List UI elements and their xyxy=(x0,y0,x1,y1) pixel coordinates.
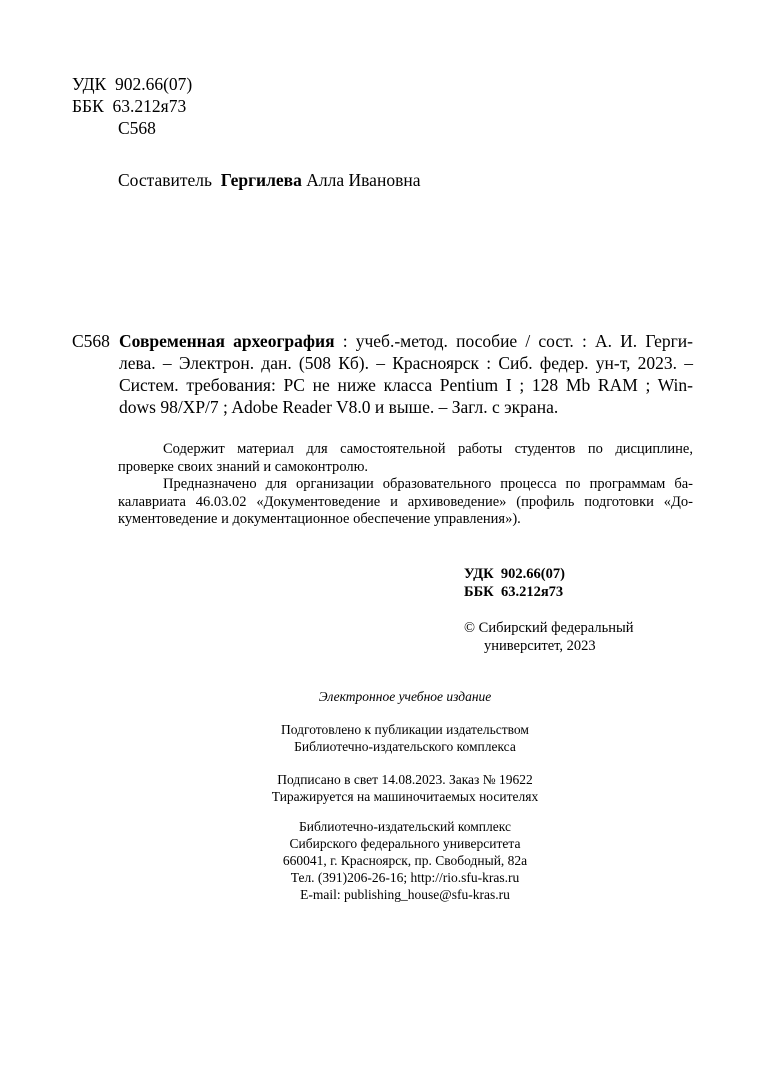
publisher-line-2: Сибирского федерального университета xyxy=(289,836,521,851)
annotation-p1-l1: Содержит материал для самостоятельной работы студентов по дисциплине, xyxy=(163,441,693,457)
publisher-email: E-mail: publishing_house@sfu-kras.ru xyxy=(300,887,510,902)
annotation-p2-l1: Предназначено для организации образовательного процесса по программам ба- xyxy=(163,476,693,492)
udk-line xyxy=(72,73,192,95)
compiler-name: Алла Ивановна xyxy=(306,170,421,190)
udk-value: 902.66(07) xyxy=(114,74,193,94)
prep-block xyxy=(0,721,764,755)
edition-type: Электронное учебное издание xyxy=(318,689,492,704)
udk-block xyxy=(464,566,565,601)
prep-line-2: Библиотечно-издательского комплекса xyxy=(294,739,516,754)
bib-line-4: dows 98/XP/7 ; Adobe Reader V8.0 и выше. – Загл. с экрана. xyxy=(119,397,559,417)
annotation-p1-l2: проверке своих знаний и самоконтролю. xyxy=(118,458,369,475)
bib-code: С568 xyxy=(72,331,110,351)
udk-block-udk: УДК 902.66(07) xyxy=(464,566,565,582)
annotation xyxy=(118,441,693,529)
bib-line-3: Систем. требования: PC не ниже класса Pentium I ; 128 Mb RAM ; Win- xyxy=(119,375,693,395)
bbk-label: ББК xyxy=(72,96,104,116)
publisher-block xyxy=(0,818,764,903)
bib-line-2: лева. – Электрон. дан. (508 Кб). – Красноярск : Сиб. федер. ун-т, 2023. – xyxy=(119,353,693,373)
copies-line: Тиражируется на машиночитаемых носителях xyxy=(271,789,539,804)
copyright-line-1: © Сибирский федеральный xyxy=(464,620,634,636)
annotation-p2-l3: кументоведение и документационное обеспечение управления»). xyxy=(118,511,521,527)
publisher-line-1: Библиотечно-издательский комплекс xyxy=(299,819,511,834)
copyright-line-2: университет, 2023 xyxy=(484,637,596,654)
bbk-line xyxy=(72,95,192,117)
compiler-line xyxy=(118,169,420,191)
udk-label: УДК xyxy=(72,74,107,94)
bib-line-1: Современная археография : учеб.-метод. пособие / сост. : А. И. Герги- xyxy=(119,331,693,351)
compiler-surname: Гергилева xyxy=(220,170,302,190)
bib-record xyxy=(119,330,693,418)
catalog-header xyxy=(72,73,192,139)
book-title: Современная археография xyxy=(119,331,335,351)
compiler-label: Составитель xyxy=(118,170,213,190)
prep-line-1: Подготовлено к публикации издательством xyxy=(281,722,529,737)
publisher-address: 660041, г. Красноярск, пр. Свободный, 82а xyxy=(282,853,528,868)
udk-block-bbk: ББК 63.212я73 xyxy=(464,583,564,600)
annotation-p2-l2: калавриата 46.03.02 «Документоведение и архивоведение» (профиль подготовки «До- xyxy=(118,493,693,510)
author-sign: С568 xyxy=(118,118,156,138)
signed-block xyxy=(0,771,764,805)
publisher-phone-web: Тел. (391)206-26-16; http://rio.sfu-kras.ru xyxy=(290,870,520,885)
bbk-value: 63.212я73 xyxy=(112,96,187,116)
copyright xyxy=(464,620,633,655)
signed-line: Подписано в свет 14.08.2023. Заказ № 19622 xyxy=(277,772,533,787)
